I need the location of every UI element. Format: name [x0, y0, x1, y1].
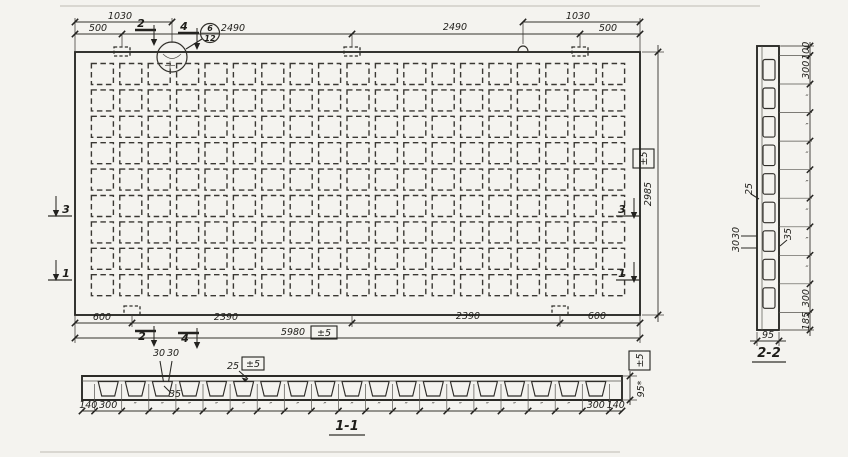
coffer-void	[574, 143, 596, 164]
coffer-void	[461, 116, 483, 137]
section-marker-4-bottom: 4	[181, 332, 189, 345]
coffer-void	[347, 143, 369, 164]
coffer-void	[517, 143, 539, 164]
coffer-void	[347, 275, 369, 296]
coffer-void	[347, 90, 369, 111]
dim-label: 140	[606, 400, 625, 411]
dim-top-2490-left: 2490	[220, 23, 246, 34]
dimension-lines	[75, 22, 658, 338]
plan-coffer-grid	[91, 64, 624, 296]
coffer-void	[461, 248, 483, 269]
coffer-void	[517, 275, 539, 296]
coffer-void	[233, 222, 255, 243]
dim-label: ″	[377, 401, 381, 410]
coffer-void	[574, 222, 596, 243]
coffer-void	[319, 222, 341, 243]
dimension-lines	[82, 371, 630, 411]
rib-void	[763, 60, 775, 81]
coffer-void	[603, 64, 625, 85]
rib-void	[180, 382, 200, 397]
detail-boundary-circle	[157, 42, 187, 72]
dim-label: ″	[458, 401, 462, 410]
coffer-void	[432, 64, 454, 85]
coffer-void	[546, 222, 568, 243]
rib-void	[342, 382, 362, 397]
section-2-2-generated	[754, 42, 813, 344]
coffer-void	[517, 222, 539, 243]
section-marker-1-right: 1	[618, 267, 626, 280]
coffer-void	[120, 64, 142, 85]
coffer-void	[177, 275, 199, 296]
coffer-void	[319, 248, 341, 269]
dim-label: ″	[567, 401, 571, 410]
coffer-void	[120, 90, 142, 111]
coffer-void	[432, 90, 454, 111]
tolerance-25: ±5	[245, 359, 261, 370]
lifting-slot	[552, 306, 568, 315]
dim-height-95: 95*	[636, 380, 647, 398]
coffer-void	[233, 116, 255, 137]
coffer-void	[91, 143, 113, 164]
coffer-void	[347, 222, 369, 243]
section-2-2-title: 2-2	[757, 346, 781, 361]
dim-25: 25	[226, 361, 240, 372]
coffer-void	[205, 90, 227, 111]
coffer-void	[404, 64, 426, 85]
extension-lines	[75, 18, 664, 343]
section-2-2	[731, 42, 814, 362]
coffer-void	[91, 196, 113, 217]
coffer-void	[603, 90, 625, 111]
coffer-void	[91, 116, 113, 137]
coffer-void	[91, 64, 113, 85]
rib-void	[234, 382, 254, 397]
rib-void	[505, 382, 525, 397]
lifting-slot	[124, 306, 140, 315]
coffer-void	[120, 116, 142, 137]
coffer-void	[517, 116, 539, 137]
coffer-void	[205, 222, 227, 243]
rib-void	[763, 202, 775, 223]
coffer-void	[347, 116, 369, 137]
rib-void	[98, 382, 118, 397]
rib-void	[763, 174, 775, 195]
coffer-void	[319, 275, 341, 296]
dim-top-1030-right: 1030	[565, 11, 591, 22]
coffer-void	[461, 196, 483, 217]
coffer-void	[148, 222, 170, 243]
dim-30-a: 30	[731, 226, 742, 240]
dim-25: 25	[744, 182, 755, 196]
coffer-void	[375, 275, 397, 296]
dim-label: ″	[485, 401, 489, 410]
coffer-void	[546, 64, 568, 85]
dim-label: ″	[242, 401, 246, 410]
extension-lines	[622, 376, 637, 400]
coffer-void	[233, 248, 255, 269]
coffer-void	[432, 248, 454, 269]
coffer-void	[205, 248, 227, 269]
sheet-number: 12	[204, 34, 216, 43]
coffer-void	[290, 275, 312, 296]
coffer-void	[319, 143, 341, 164]
coffer-void	[262, 222, 284, 243]
coffer-void	[205, 64, 227, 85]
coffer-void	[432, 196, 454, 217]
dim-label: ″	[215, 401, 218, 410]
section-1-1-generated	[79, 373, 633, 414]
coffer-void	[177, 116, 199, 137]
dim-top-1030-left: 1030	[107, 11, 133, 22]
dim-bot-2390-left: 2390	[213, 312, 239, 323]
coffer-void	[574, 64, 596, 85]
section-1-1-title: 1-1	[335, 419, 359, 434]
coffer-void	[404, 275, 426, 296]
coffer-void	[177, 90, 199, 111]
coffer-void	[205, 275, 227, 296]
dim-bot-2390-right: 2390	[455, 311, 481, 322]
plan-view	[48, 11, 664, 349]
rib-void	[763, 117, 775, 138]
dim-label: ″	[540, 401, 544, 410]
coffer-void	[319, 196, 341, 217]
coffer-void	[91, 275, 113, 296]
dim-label: ″	[160, 401, 164, 410]
detail-circle	[157, 42, 187, 72]
rib-void	[763, 88, 775, 109]
coffer-void	[517, 169, 539, 190]
coffer-void	[319, 64, 341, 85]
dim-label: ″	[269, 401, 273, 410]
dim-label: 300	[801, 60, 812, 79]
dim-label: ″	[513, 401, 516, 410]
tolerance-height: ±5	[635, 353, 646, 368]
rib-void	[763, 231, 775, 252]
coffer-void	[375, 116, 397, 137]
coffer-void	[347, 196, 369, 217]
coffer-void	[432, 222, 454, 243]
rib-void	[532, 382, 552, 397]
coffer-void	[375, 64, 397, 85]
coffer-void	[148, 64, 170, 85]
coffer-void	[91, 169, 113, 190]
coffer-void	[574, 90, 596, 111]
coffer-void	[489, 143, 511, 164]
dim-30-a: 30	[152, 348, 166, 359]
rib-void	[396, 382, 416, 397]
coffer-void	[262, 248, 284, 269]
coffer-void	[489, 90, 511, 111]
rib-void	[763, 288, 775, 309]
coffer-void	[574, 116, 596, 137]
coffer-void	[262, 64, 284, 85]
coffer-void	[404, 143, 426, 164]
coffer-void	[489, 116, 511, 137]
coffer-void	[603, 116, 625, 137]
coffer-void	[404, 222, 426, 243]
coffer-void	[461, 90, 483, 111]
rib-void	[125, 382, 145, 397]
dim-width-95: 95	[761, 330, 775, 341]
coffer-void	[120, 169, 142, 190]
coffer-void	[517, 248, 539, 269]
coffer-void	[91, 90, 113, 111]
coffer-void	[375, 169, 397, 190]
coffer-void	[148, 248, 170, 269]
coffer-void	[319, 169, 341, 190]
coffer-void	[148, 90, 170, 111]
coffer-void	[120, 275, 142, 296]
dim-label: ″	[404, 401, 408, 410]
dim-top-500-right: 500	[598, 23, 618, 34]
coffer-void	[290, 64, 312, 85]
coffer-void	[233, 275, 255, 296]
coffer-void	[290, 143, 312, 164]
dim-label: ″	[296, 401, 300, 410]
rib-void	[288, 382, 308, 397]
rib-void	[763, 145, 775, 166]
coffer-void	[432, 275, 454, 296]
coffer-void	[319, 90, 341, 111]
coffer-void	[489, 169, 511, 190]
coffer-void	[546, 196, 568, 217]
coffer-void	[517, 90, 539, 111]
coffer-void	[489, 248, 511, 269]
coffer-void	[347, 248, 369, 269]
coffer-void	[177, 222, 199, 243]
coffer-void	[546, 90, 568, 111]
section-marker-2-top: 2	[137, 17, 145, 30]
coffer-void	[262, 143, 284, 164]
coffer-void	[290, 169, 312, 190]
center-cross-icon	[165, 61, 175, 70]
coffer-void	[432, 169, 454, 190]
coffer-void	[603, 222, 625, 243]
coffer-void	[290, 248, 312, 269]
coffer-void	[262, 116, 284, 137]
dim-label: ″	[188, 401, 191, 410]
coffer-void	[233, 90, 255, 111]
coffer-void	[404, 116, 426, 137]
rib-void	[261, 382, 281, 397]
coffer-void	[290, 222, 312, 243]
coffer-void	[120, 143, 142, 164]
dim-label: ″	[805, 121, 809, 131]
section-marker-3-left: 3	[62, 203, 70, 216]
coffer-void	[233, 143, 255, 164]
coffer-void	[603, 169, 625, 190]
dim-label: 300	[586, 400, 605, 411]
coffer-void	[517, 64, 539, 85]
coffer-void	[432, 116, 454, 137]
arrow-heads	[53, 39, 637, 349]
coffer-void	[347, 169, 369, 190]
rib-void	[477, 382, 497, 397]
dim-label: 300	[99, 400, 118, 411]
coffer-void	[262, 196, 284, 217]
slot-edge	[163, 54, 181, 59]
detail-number: 6	[207, 24, 213, 33]
dim-bot-600-left: 600	[92, 312, 112, 323]
tolerance-overall: ±5	[316, 328, 332, 339]
coffer-void	[91, 248, 113, 269]
coffer-void	[177, 248, 199, 269]
coffer-void	[262, 275, 284, 296]
dim-label: 100	[801, 41, 812, 60]
dim-top-500-left: 500	[88, 23, 108, 34]
dim-label: ″	[133, 401, 137, 410]
coffer-void	[432, 143, 454, 164]
dim-label: ″	[805, 150, 809, 160]
dim-label: 140	[79, 400, 98, 411]
section-markers	[48, 17, 640, 349]
coffer-void	[489, 275, 511, 296]
coffer-void	[375, 196, 397, 217]
coffer-void	[375, 222, 397, 243]
coffer-void	[177, 64, 199, 85]
dim-overall-5980: 5980	[280, 327, 306, 338]
dim-label: ″	[805, 264, 809, 274]
coffer-void	[262, 90, 284, 111]
coffer-void	[461, 222, 483, 243]
coffer-void	[177, 196, 199, 217]
coffer-void	[205, 196, 227, 217]
coffer-void	[148, 116, 170, 137]
coffer-void	[148, 275, 170, 296]
coffer-void	[546, 143, 568, 164]
coffer-void	[177, 169, 199, 190]
coffer-void	[120, 248, 142, 269]
dim-label: ″	[805, 207, 809, 217]
section-1-1	[79, 348, 650, 435]
dim-label: ″	[350, 401, 354, 410]
coffer-void	[603, 143, 625, 164]
coffer-void	[290, 116, 312, 137]
coffer-void	[91, 222, 113, 243]
dim-right-2985: 2985	[643, 181, 654, 207]
coffer-void	[375, 143, 397, 164]
coffer-void	[262, 169, 284, 190]
coffer-void	[233, 64, 255, 85]
coffer-void	[461, 275, 483, 296]
coffer-void	[290, 90, 312, 111]
coffer-void	[461, 143, 483, 164]
coffer-void	[375, 248, 397, 269]
rib-void	[559, 382, 579, 397]
coffer-void	[574, 196, 596, 217]
coffer-void	[205, 169, 227, 190]
dim-top-2490-right: 2490	[442, 22, 468, 33]
section-marker-3-right: 3	[618, 203, 626, 216]
coffer-void	[489, 64, 511, 85]
coffer-void	[546, 169, 568, 190]
coffer-void	[205, 143, 227, 164]
panel-outline	[75, 52, 640, 315]
coffer-void	[319, 116, 341, 137]
section-marker-4-top: 4	[180, 20, 188, 33]
coffer-void	[404, 196, 426, 217]
dim-label: ″	[805, 236, 809, 245]
coffer-void	[574, 275, 596, 296]
coffer-void	[205, 116, 227, 137]
coffer-void	[120, 196, 142, 217]
coffer-void	[233, 196, 255, 217]
dim-35: 35	[783, 227, 794, 241]
coffer-void	[148, 196, 170, 217]
section-marker-1-left: 1	[62, 267, 70, 280]
rib-void	[763, 259, 775, 280]
coffer-void	[290, 196, 312, 217]
coffer-void	[347, 64, 369, 85]
dim-label: ″	[805, 178, 809, 188]
coffer-void	[233, 169, 255, 190]
rib-void	[423, 382, 443, 397]
rib-void	[450, 382, 470, 397]
dim-label: 300	[801, 289, 812, 308]
rib-void	[586, 382, 606, 397]
dim-35: 35	[168, 389, 182, 400]
coffer-void	[489, 196, 511, 217]
dim-30-b: 30	[731, 239, 742, 253]
coffer-void	[404, 169, 426, 190]
rib-void	[369, 382, 389, 397]
coffer-void	[404, 248, 426, 269]
coffer-void	[574, 169, 596, 190]
coffer-void	[546, 248, 568, 269]
dim-30-b: 30	[166, 348, 180, 359]
dim-label: ″	[323, 401, 327, 410]
section-cut-bars	[135, 30, 199, 333]
coffer-void	[546, 275, 568, 296]
dim-bot-600-right: 600	[587, 311, 607, 322]
coffer-void	[375, 90, 397, 111]
coffer-void	[574, 248, 596, 269]
rib-void	[207, 382, 227, 397]
coffer-void	[148, 143, 170, 164]
detail-callout	[186, 24, 220, 50]
dim-label: 185	[801, 311, 812, 331]
coffer-void	[489, 222, 511, 243]
coffer-void	[120, 222, 142, 243]
coffer-void	[148, 169, 170, 190]
coffer-void	[177, 143, 199, 164]
coffer-void	[546, 116, 568, 137]
dim-label: ″	[805, 93, 809, 103]
section-marker-2-bottom: 2	[138, 330, 146, 343]
rib-void	[315, 382, 335, 397]
dim-label: ″	[431, 401, 435, 410]
coffer-void	[461, 64, 483, 85]
tolerance-right: ±5	[639, 151, 650, 166]
coffer-void	[461, 169, 483, 190]
coffer-void	[404, 90, 426, 111]
coffer-void	[517, 196, 539, 217]
